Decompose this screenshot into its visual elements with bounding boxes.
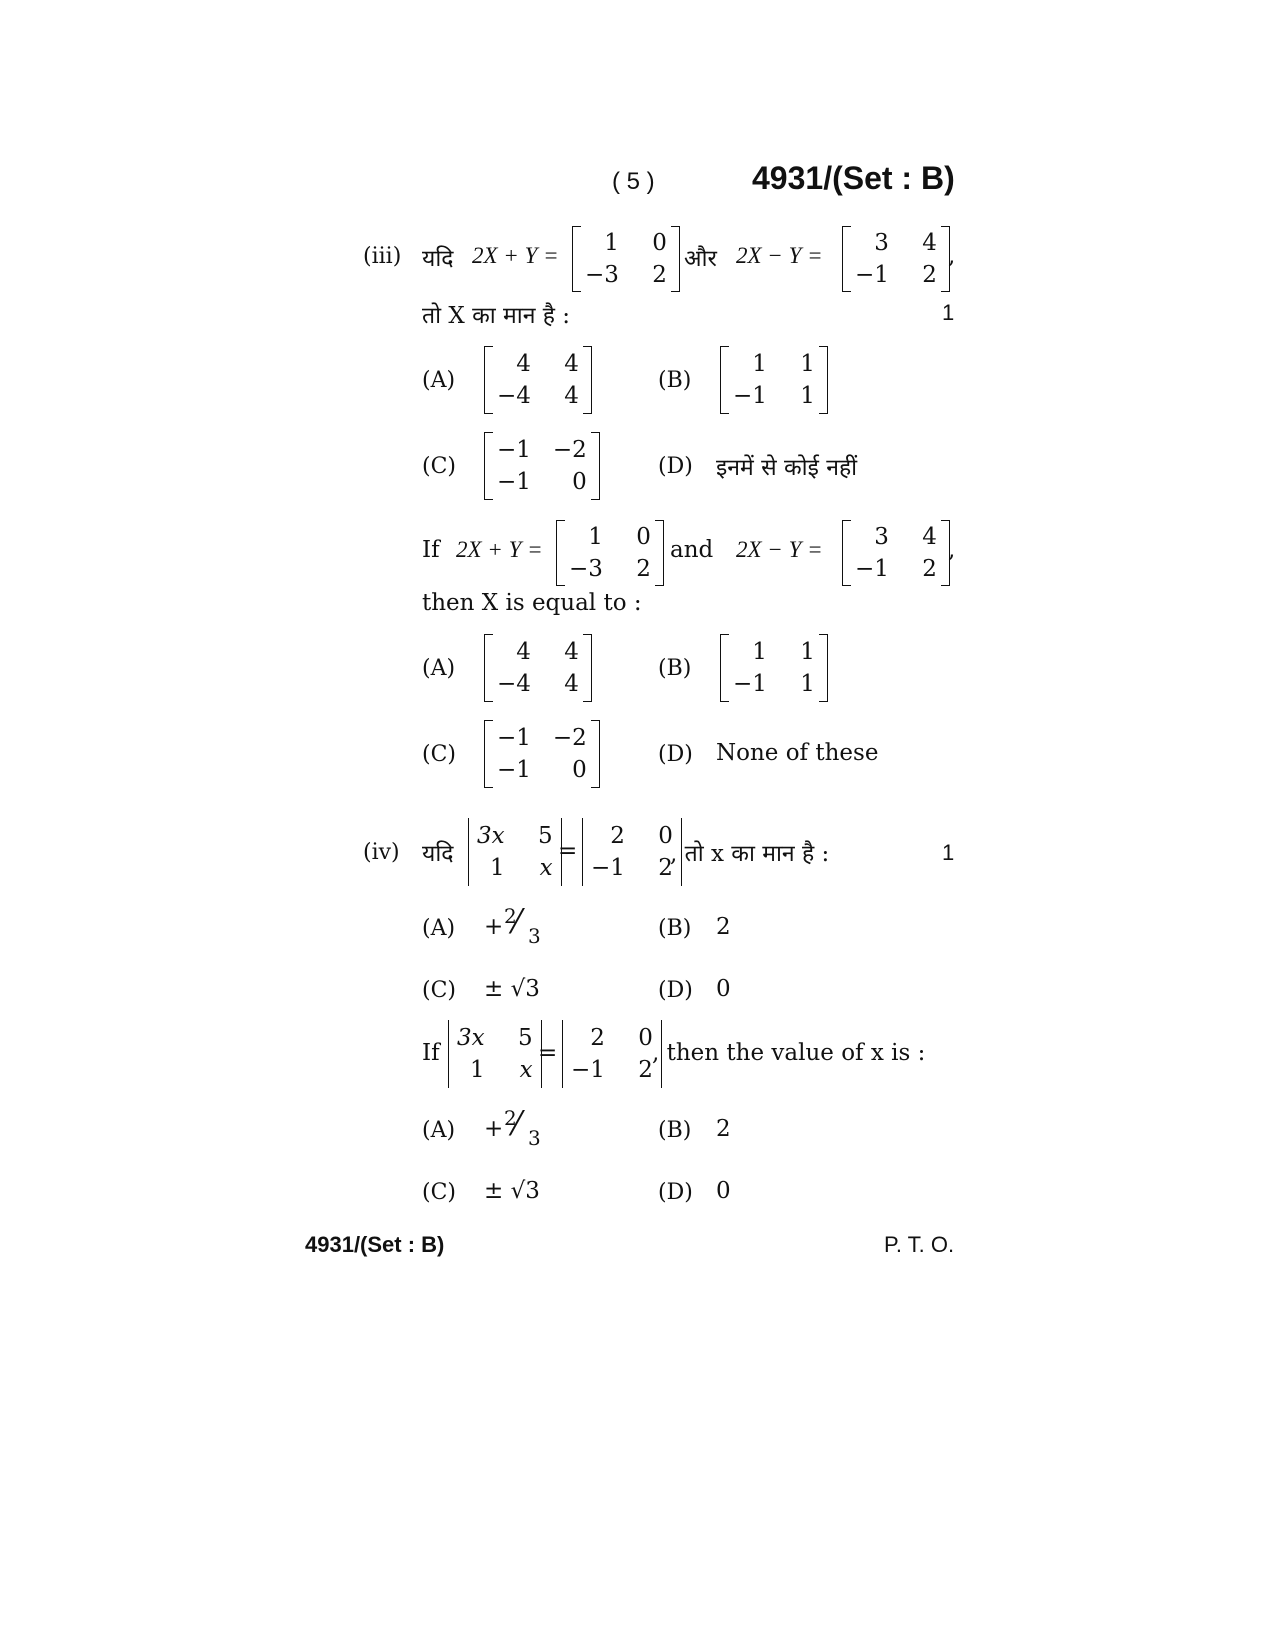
footer-pto: P. T. O. bbox=[884, 1232, 955, 1257]
q3-en-eq2-lhs: 2X − Y = bbox=[736, 537, 823, 562]
q3-hi-option-d-text: इनमें से कोई नहीं bbox=[716, 455, 858, 481]
q3-en-option-c-label: (C) bbox=[422, 742, 456, 767]
matrix-diff-hindi: 3 4 −1 2 bbox=[842, 226, 950, 292]
q4-hindi-tail: , तो x का मान है : bbox=[670, 841, 830, 867]
q4-hi-option-b-value: 2 bbox=[716, 914, 731, 940]
q4-en-option-a-value: + 2 ⁄ 3 bbox=[484, 1104, 541, 1150]
q3-hi-option-c-label: (C) bbox=[422, 454, 456, 479]
q4-hindi-yadi: यदि bbox=[422, 841, 454, 867]
q4-en-option-b-value: 2 bbox=[716, 1116, 731, 1142]
q3-en-and: and bbox=[670, 537, 714, 563]
q3-en-eq1-lhs: 2X + Y = bbox=[456, 537, 543, 562]
q3-en-option-d-text: None of these bbox=[716, 740, 879, 766]
page-number: ( 5 ) bbox=[612, 168, 655, 195]
q3-en-option-c-matrix: −1 −2 −1 0 bbox=[484, 720, 600, 788]
matrix-sum-hindi: 1 0 −3 2 bbox=[572, 226, 680, 292]
q3-hindi-line2: तो X का मान है : bbox=[422, 303, 571, 329]
paper-code: 4931/(Set : B) bbox=[752, 160, 955, 196]
q4-en-det-right: 2 0 −1 2 bbox=[562, 1020, 662, 1088]
q4-en-equals: = bbox=[538, 1040, 558, 1066]
question-number-iii: (iii) bbox=[363, 244, 402, 269]
q3-hi-option-a-matrix: 4 4 −4 4 bbox=[484, 346, 592, 414]
q3-hindi-yadi: यदि bbox=[422, 246, 454, 272]
q3-hi-option-b-matrix: 1 1 −1 1 bbox=[720, 346, 828, 414]
q4-en-tail: , then the value of x is : bbox=[652, 1040, 926, 1066]
q3-hi-option-a-label: (A) bbox=[422, 368, 456, 393]
q3-en-option-d-label: (D) bbox=[658, 742, 693, 767]
q3-en-option-b-matrix: 1 1 −1 1 bbox=[720, 634, 828, 702]
question-number-iv: (iv) bbox=[363, 840, 400, 865]
matrix-sum-english: 1 0 −3 2 bbox=[556, 520, 664, 586]
q4-en-option-b-label: (B) bbox=[658, 1118, 692, 1143]
q3-hindi-eq1-lhs: 2X + Y = bbox=[472, 243, 559, 268]
q4-en-if: If bbox=[422, 1040, 440, 1066]
q4-hi-det-right: 2 0 −1 2 bbox=[582, 818, 682, 886]
q4-hi-option-c-label: (C) bbox=[422, 978, 456, 1003]
q3-en-line2: then X is equal to : bbox=[422, 590, 642, 616]
q3-hindi-comma: , bbox=[948, 243, 956, 269]
q4-en-option-c-value: ± √3 bbox=[484, 1178, 540, 1204]
q4-marks: 1 bbox=[942, 840, 955, 865]
q4-hi-option-b-label: (B) bbox=[658, 916, 692, 941]
q3-en-option-a-matrix: 4 4 −4 4 bbox=[484, 634, 592, 702]
matrix-diff-english: 3 4 −1 2 bbox=[842, 520, 950, 586]
q4-en-option-d-label: (D) bbox=[658, 1180, 693, 1205]
q4-hi-det-left: 3x 5 1 x bbox=[468, 818, 562, 886]
q3-en-option-a-label: (A) bbox=[422, 656, 456, 681]
q4-hi-option-a-label: (A) bbox=[422, 916, 456, 941]
q3-marks: 1 bbox=[942, 300, 955, 325]
q4-hi-option-d-value: 0 bbox=[716, 976, 731, 1002]
q3-hi-option-b-label: (B) bbox=[658, 368, 692, 393]
q4-hi-option-d-label: (D) bbox=[658, 978, 693, 1003]
q3-hindi-eq2-lhs: 2X − Y = bbox=[736, 243, 823, 268]
q4-en-option-c-label: (C) bbox=[422, 1180, 456, 1205]
q4-hi-equals: = bbox=[558, 838, 578, 864]
q4-hi-option-a-value: + 2 ⁄ 3 bbox=[484, 902, 541, 948]
q3-hi-option-c-matrix: −1 −2 −1 0 bbox=[484, 432, 600, 500]
q3-hindi-aur: और bbox=[684, 246, 717, 272]
q3-en-option-b-label: (B) bbox=[658, 656, 692, 681]
q4-en-option-a-label: (A) bbox=[422, 1118, 456, 1143]
footer-paper-code: 4931/(Set : B) bbox=[305, 1232, 445, 1257]
q4-en-det-left: 3x 5 1 x bbox=[448, 1020, 542, 1088]
q4-en-option-d-value: 0 bbox=[716, 1178, 731, 1204]
q3-en-comma: , bbox=[948, 537, 956, 563]
q3-hi-option-d-label: (D) bbox=[658, 454, 693, 479]
q3-en-if: If bbox=[422, 537, 440, 563]
q4-hi-option-c-value: ± √3 bbox=[484, 976, 540, 1002]
